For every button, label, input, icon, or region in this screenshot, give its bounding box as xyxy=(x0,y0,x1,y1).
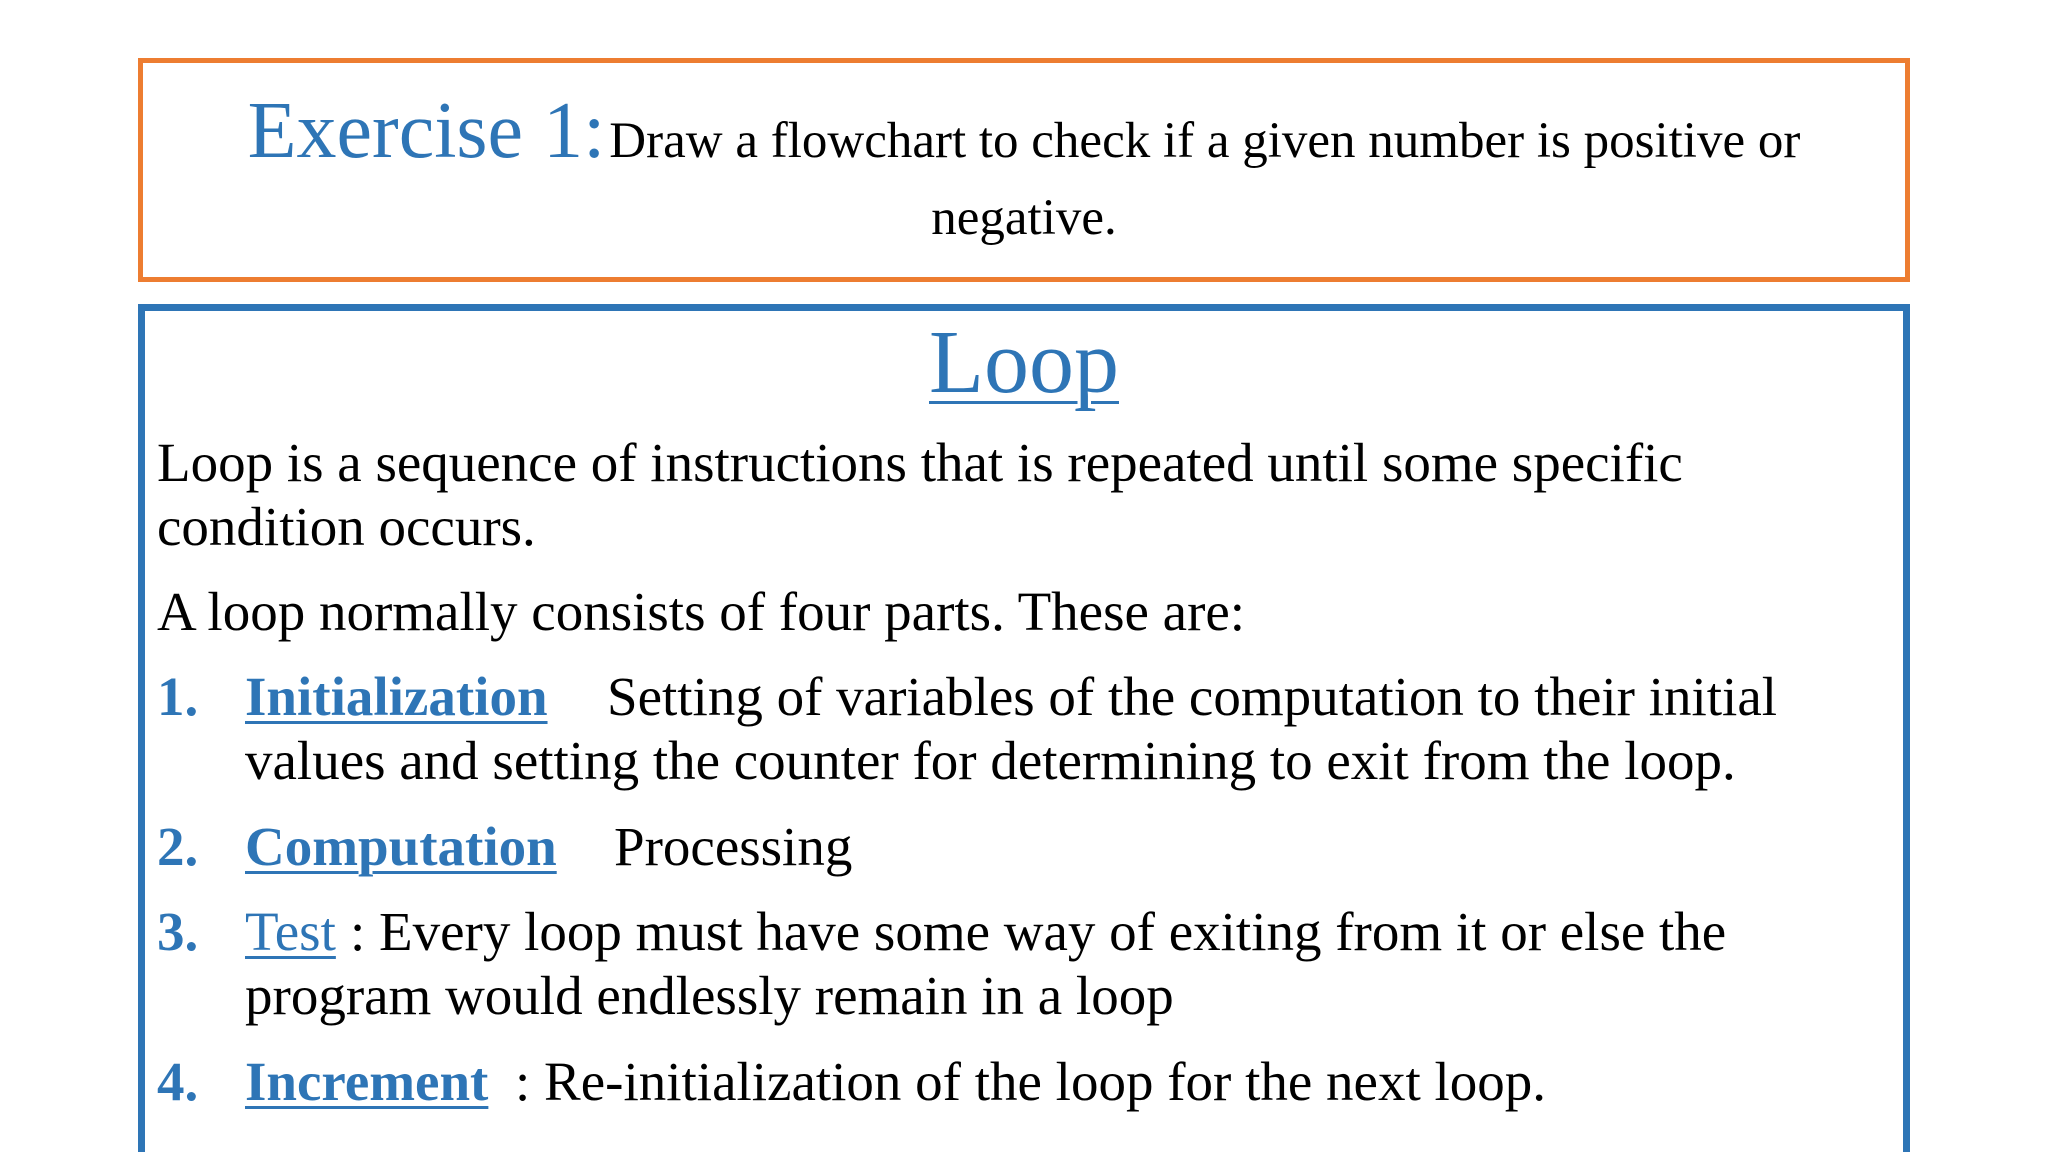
loop-title-text: Loop xyxy=(929,313,1119,412)
loop-title xyxy=(0,313,2048,412)
desc-initialization-line1: Setting of variables of the computation to their initial xyxy=(607,666,1778,727)
desc-computation: Processing xyxy=(614,816,853,877)
desc-test-line2: program would endlessly remain in a loop xyxy=(245,965,1174,1026)
desc-test-line1: : Every loop must have some way of exiting from it or else the xyxy=(350,901,1727,962)
desc-increment: : Re-initialization of the loop for the next loop. xyxy=(515,1051,1547,1112)
term-test: Test xyxy=(245,901,336,962)
exercise-box xyxy=(138,58,1910,282)
exercise-text-line2: negative. xyxy=(931,190,1117,246)
term-computation: Computation xyxy=(245,816,557,877)
definition-line1: Loop is a sequence of instructions that is repeated until some specific xyxy=(157,432,1683,493)
list-number: 4. xyxy=(157,1051,199,1112)
exercise-line1 xyxy=(143,87,1905,175)
list-number: 3. xyxy=(157,901,199,962)
list-number: 2. xyxy=(157,816,199,877)
list-number: 1. xyxy=(157,666,199,727)
exercise-text-line1: Draw a flowchart to check if a given number is positive or xyxy=(609,113,1801,169)
desc-initialization-line2: values and setting the counter for determining to exit from the loop. xyxy=(245,730,1736,791)
term-initialization: Initialization xyxy=(245,666,548,727)
definition-line2: condition occurs. xyxy=(157,496,536,557)
exercise-label: Exercise 1: xyxy=(247,87,606,175)
parts-intro: A loop normally consists of four parts. These are: xyxy=(157,581,1246,642)
term-increment: Increment xyxy=(245,1051,489,1112)
